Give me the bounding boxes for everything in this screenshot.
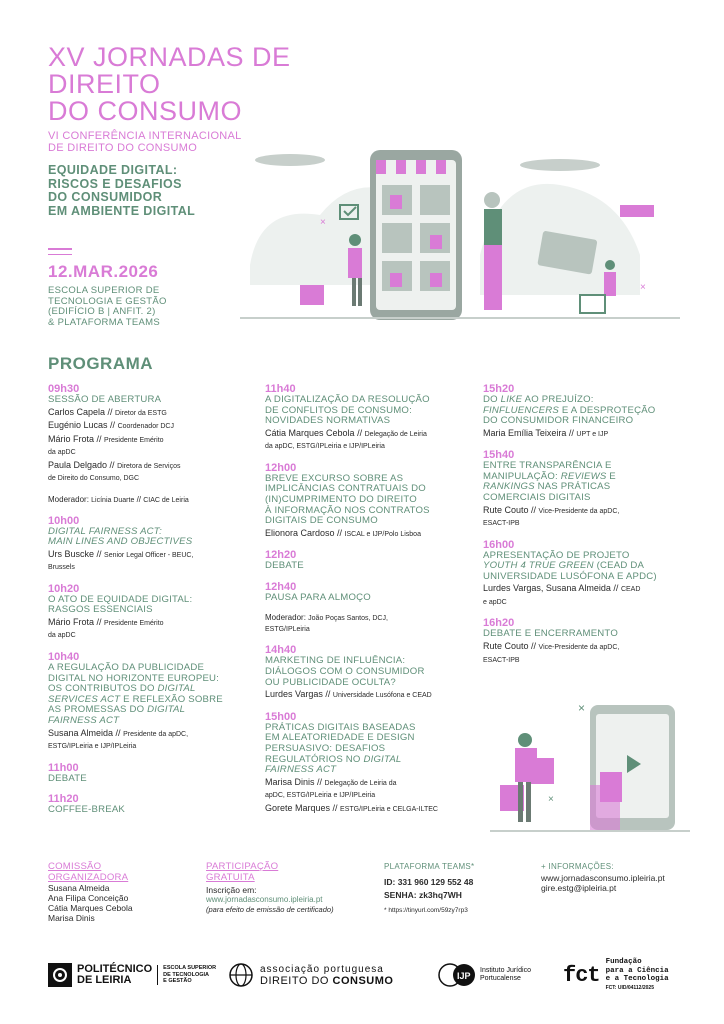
speaker: Susana Almeida // Presidente da apDC, ESTG/IPLeiria e IJP/IPLeiria <box>48 727 189 751</box>
session-title: ENTRE TRANSPARÊNCIA E MANIPULAÇÃO: REVIEWS E RANKINGS NAS PRÁTICAS COMERCIAIS DIGITAIS <box>483 460 616 504</box>
politecnico-leiria-logo <box>48 958 216 992</box>
session-title: BREVE EXCURSO SOBRE AS IMPLICÂNCIAS CONTRATUAIS DO (IN)CUMPRIMENTO DO DIREITO À INFORMAÇÃO NOS CONTRATOS DIGITAIS DE CONSUMO <box>265 472 430 527</box>
fct-mark: fct <box>563 962 600 988</box>
event-title <box>48 44 408 125</box>
escola-wordmark: ESCOLA SUPERIOR DE TECNOLOGIA E GESTÃO <box>157 965 216 985</box>
session-title: DEBATE E ENCERRAMENTO <box>483 628 618 640</box>
teams-heading: PLATAFORMA TEAMS* <box>384 862 475 871</box>
session-title: O ATO DE EQUIDADE DIGITAL: RASGOS ESSENCIAIS <box>48 593 193 616</box>
session-1240 <box>265 581 470 636</box>
session-title: COFFEE-BREAK <box>48 804 126 816</box>
title-line-2: DO CONSUMO <box>48 96 242 126</box>
session-time: 14h40 <box>265 644 297 657</box>
session-1000 <box>48 515 248 574</box>
session-time: 15h20 <box>483 383 515 395</box>
fct-logo <box>563 958 669 992</box>
venue-line-1: ESCOLA SUPERIOR DE <box>48 285 160 296</box>
session-time: 15h00 <box>265 710 297 723</box>
session-time: 10h40 <box>48 650 80 663</box>
teams-link[interactable]: * https://tinyurl.com/59zy7rp3 <box>384 907 468 914</box>
session-1200 <box>265 462 470 540</box>
session-title: A DIGITALIZAÇÃO DA RESOLUÇÃO DE CONFLITOS DE CONSUMO: NOVIDADES NORMATIVAS <box>265 394 430 427</box>
participacao-heading: PARTICIPAÇÃO GRATUITA <box>206 861 279 883</box>
venue-line-4: & PLATAFORMA TEAMS <box>48 316 161 328</box>
ijp-symbol-icon <box>438 962 476 988</box>
session-time: 12h40 <box>265 580 297 593</box>
svg-text:×: × <box>548 794 554 805</box>
event-date: 12.MAR.2026 <box>48 262 159 281</box>
session-1220 <box>265 549 470 572</box>
session-1100 <box>48 762 248 785</box>
comissao-heading: COMISSÃO ORGANIZADORA <box>48 861 129 883</box>
shopping-phone-illustration <box>240 145 680 325</box>
participacao <box>206 862 381 915</box>
ijp-wordmark: Instituto Jurídico Portucalense <box>480 967 531 982</box>
session-time: 11h20 <box>48 793 79 806</box>
session-time: 12h00 <box>265 461 297 474</box>
speaker: Mário Frota // Presidente Emérito da apDC <box>48 433 164 457</box>
info-website-link[interactable]: www.jornadasconsumo.ipleiria.pt <box>541 873 665 883</box>
session-1440 <box>265 644 470 701</box>
moderator: Moderador: João Poças Santos, DCJ, ESTG/IPLeiria <box>265 613 388 634</box>
shopping-tablet-illustration <box>490 700 690 835</box>
apdc-logo <box>228 958 393 992</box>
speaker: Maria Emília Teixeira // UPT e IJP <box>483 427 609 438</box>
session-time: 10h20 <box>48 582 80 595</box>
session-title: DEBATE <box>48 772 87 784</box>
speaker: Gorete Marques // ESTG/IPLeiria e CELGA-ILTEC <box>265 802 438 813</box>
session-1600 <box>483 539 683 609</box>
title-line-1: XV JORNADAS DE DIREITO <box>48 42 291 99</box>
certificado-note: (para efeito de emissão de certificado) <box>206 905 334 914</box>
ijp-logo <box>438 958 531 992</box>
venue-line-2: TECNOLOGIA E GESTÃO <box>48 295 167 307</box>
teams-password: SENHA: zk3hq7WH <box>384 890 462 900</box>
comissao-member: Ana Filipa Conceição <box>48 893 129 903</box>
fct-wordmark: Fundação para a Ciência e a Tecnologia FCT: UID/04112/2025 <box>605 958 669 991</box>
programa-column-3 <box>483 383 683 675</box>
svg-text:×: × <box>640 282 646 293</box>
speaker: Elionora Cardoso // ISCAL e IJP/Polo Lisboa <box>265 527 421 538</box>
session-time: 11h00 <box>48 761 79 774</box>
comissao-member: Marisa Dinis <box>48 913 95 923</box>
subtitle-line-1: VI CONFERÊNCIA INTERNACIONAL <box>48 130 242 142</box>
programa-column-1 <box>48 383 248 825</box>
comissao-member: Cátia Marques Cebola <box>48 903 133 913</box>
session-time: 11h40 <box>265 383 296 395</box>
info-heading: + INFORMAÇÕES: <box>541 862 614 871</box>
subtitle-line-2: DE DIREITO DO CONSUMO <box>48 142 198 154</box>
svg-text:IJP: IJP <box>457 971 471 981</box>
programa-heading: PROGRAMA <box>48 354 154 373</box>
session-title: PRÁTICAS DIGITAIS BASEADAS EM ALEATORIEDADE E DESIGN PERSUASIVO: DESAFIOS REGULATÓRIOS NO DIGITAL FAIRNESS ACT <box>265 721 416 776</box>
speaker: Paula Delgado // Diretora de Serviços de Direito do Consumo, DGC <box>48 459 181 483</box>
session-title: DO LIKE AO PREJUÍZO: FINFLUENCERS E A DESPROTEÇÃO DO CONSUMIDOR FINANCEIRO <box>483 394 656 427</box>
session-1120 <box>48 793 248 816</box>
session-time: 10h00 <box>48 514 80 527</box>
theme-line-4: EM AMBIENTE DIGITAL <box>48 203 196 218</box>
info-email-link[interactable]: gire.estg@ipleiria.pt <box>541 883 617 893</box>
mais-informacoes <box>541 862 688 893</box>
comissao-organizadora <box>48 862 198 923</box>
speaker: Lurdes Vargas, Susana Almeida // CEAD e apDC <box>483 583 641 606</box>
comissao-member: Susana Almeida <box>48 883 110 893</box>
svg-text:×: × <box>578 701 586 715</box>
teams-id: ID: 331 960 129 552 48 <box>384 877 474 887</box>
speaker: Carlos Capela // Diretor da ESTG <box>48 406 167 417</box>
globe-icon <box>228 962 254 988</box>
speaker: Rute Couto // Vice-Presidente da apDC, ESACT-IPB <box>483 641 620 664</box>
session-time: 09h30 <box>48 383 80 395</box>
politecnico-symbol-icon <box>48 963 72 987</box>
inscricao-label: Inscrição em: <box>206 885 257 895</box>
session-time: 15h40 <box>483 449 515 462</box>
session-title: SESSÃO DE ABERTURA <box>48 394 162 405</box>
venue-line-3: (EDIFÍCIO B | ANFIT. 2) <box>48 306 156 317</box>
session-1040 <box>48 651 248 753</box>
partner-logos <box>48 958 688 994</box>
session-title: DEBATE <box>265 560 304 572</box>
theme-line-1: EQUIDADE DIGITAL: <box>48 163 178 177</box>
apdc-wordmark: associação portuguesa DIREITO DO CONSUMO <box>260 963 394 987</box>
speaker: Eugénio Lucas // Coordenador DCJ <box>48 420 174 431</box>
session-title: MARKETING DE INFLUÊNCIA: DIÁLOGOS COM O CONSUMIDOR OU PUBLICIDADE OCULTA? <box>265 655 425 688</box>
session-1620 <box>483 617 683 666</box>
moderator: Moderador: Licínia Duarte // CIAC de Leiria <box>48 494 189 504</box>
session-title: A REGULAÇÃO DA PUBLICIDADE DIGITAL NO HORIZONTE EUROPEU: OS CONTRIBUTOS DO DIGITAL SERVICES ACT E REFLEXÃO SOBRE AS PROMESSAS DO DIGITAL FAIRNESS ACT <box>48 661 223 726</box>
speaker: Urs Buscke // Senior Legal Officer - BEUC, Brussels <box>48 548 194 572</box>
session-time: 16h20 <box>483 617 515 630</box>
svg-text:×: × <box>320 217 326 228</box>
session-title: APRESENTAÇÃO DE PROJETO YOUTH 4 TRUE GREEN (CEAD DA UNIVERSIDADE LUSÓFONA E APDC) <box>483 549 657 582</box>
session-time: 16h00 <box>483 538 515 551</box>
session-1500 <box>265 711 470 815</box>
session-1520 <box>483 383 683 440</box>
speaker: Cátia Marques Cebola // Delegação de Leiria da apDC, ESTG/IPLeiria e IJP/IPLeiria <box>265 427 427 451</box>
footer-info <box>48 862 688 922</box>
politecnico-wordmark: POLITÉCNICO DE LEIRIA <box>77 963 153 986</box>
session-0930 <box>48 383 248 506</box>
session-title: DIGITAL FAIRNESS ACT: MAIN LINES AND OBJECTIVES <box>48 525 193 548</box>
theme-line-2: RISCOS E DESAFIOS <box>48 176 182 191</box>
programa-column-2 <box>265 383 470 824</box>
speaker: Rute Couto // Vice-Presidente da apDC, ESACT-IPB <box>483 504 620 528</box>
session-1020 <box>48 583 248 642</box>
inscricao-link[interactable]: www.jornadasconsumo.ipleiria.pt <box>206 895 323 904</box>
speaker: Marisa Dinis // Delegação de Leiria da apDC, ESTG/IPLeiria e IJP/IPLeiria <box>265 776 397 800</box>
session-1540 <box>483 449 683 529</box>
session-1140 <box>265 383 470 453</box>
speaker: Lurdes Vargas // Universidade Lusófona e CEAD <box>265 689 432 700</box>
session-title: PAUSA PARA ALMOÇO <box>265 591 371 603</box>
theme-line-3: DO CONSUMIDOR <box>48 190 163 204</box>
plataforma-teams <box>384 862 534 916</box>
speaker: Mário Frota // Presidente Emérito da apDC <box>48 616 164 640</box>
session-time: 12h20 <box>265 549 297 562</box>
